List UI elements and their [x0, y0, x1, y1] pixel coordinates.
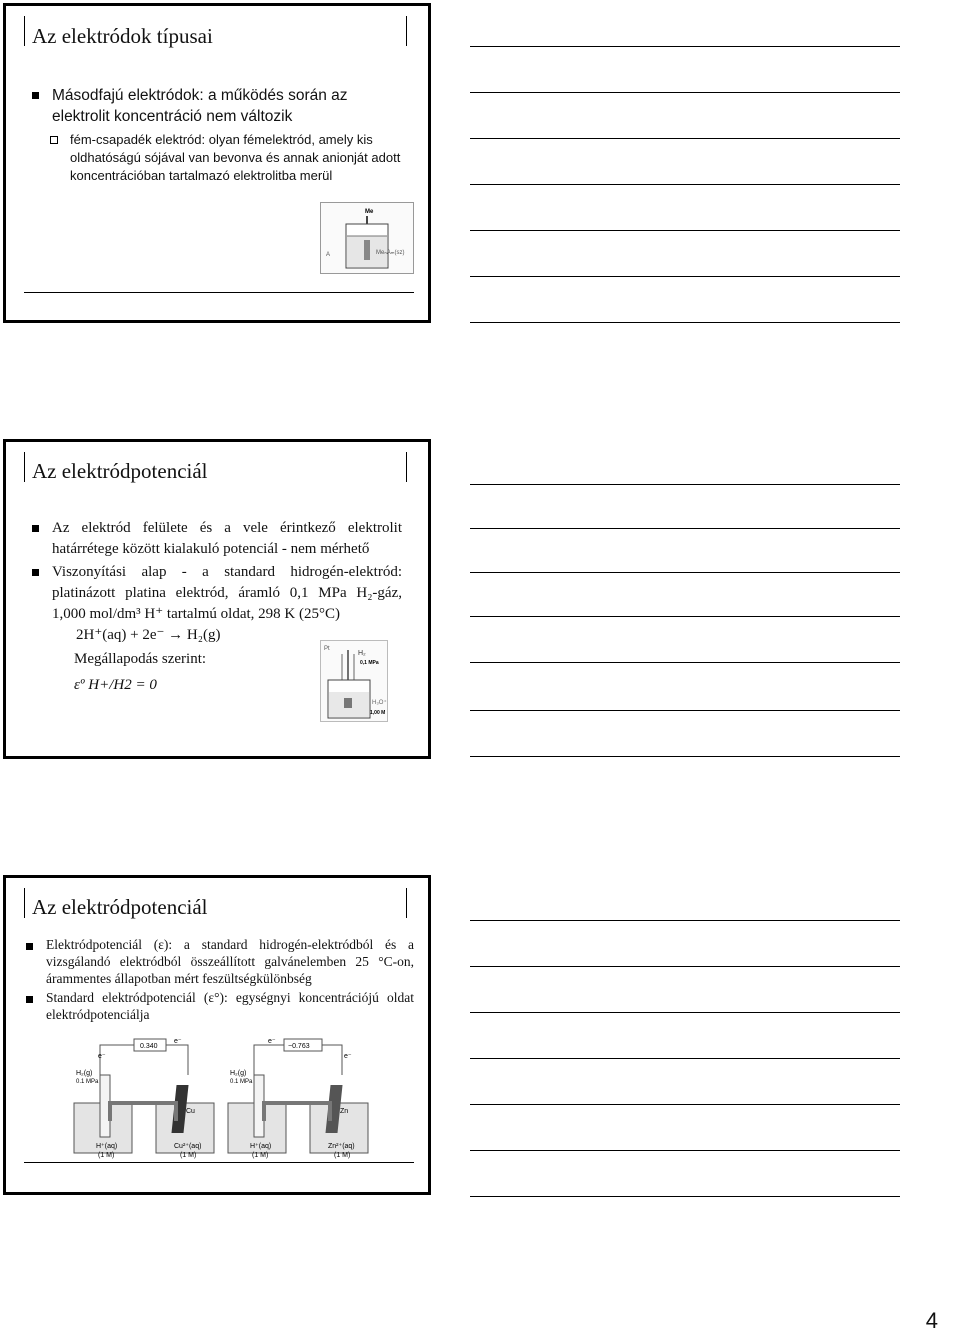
note-line	[470, 616, 900, 617]
note-line	[470, 710, 900, 711]
note-line	[470, 662, 900, 663]
note-line	[470, 46, 900, 47]
bullet-item	[24, 989, 414, 1023]
pressure-label: 0.1 MPa	[230, 1079, 253, 1085]
bullet-list	[30, 85, 390, 127]
h3o-label: H₃O⁺	[372, 700, 387, 706]
note-line	[470, 322, 900, 323]
slide-3	[3, 875, 431, 1195]
right-conc-label: (1 M)	[180, 1152, 197, 1159]
gas-label: H₂(g)	[76, 1070, 93, 1077]
bullet-text: Másodfajú elektródok: a működés során az elektrolit koncentráció nem változik	[52, 87, 348, 125]
note-line	[470, 1196, 900, 1197]
left-solution-label: H⁺(aq)	[96, 1143, 118, 1150]
page-number: 4	[925, 1308, 938, 1333]
bullet-text: Viszonyítási alap - a standard hidrogén-elektród: platinázott platina elektród, áramló 0,1 MPa H₂-gáz, 1,000 mol/dm³ H⁺ tartalmú oldat, 298 K (25°C)	[52, 564, 402, 622]
note-line	[470, 1058, 900, 1059]
note-line	[470, 966, 900, 967]
title-rule	[24, 16, 25, 46]
note-line	[470, 920, 900, 921]
reaction-equation: 2H⁺(aq) + 2e⁻ → H₂(g)	[76, 627, 221, 643]
right-solution-label: Cu²⁺(aq)	[174, 1143, 202, 1150]
note-line	[470, 572, 900, 573]
bullet-text: Elektródpotenciál (ε): a standard hidrogén-elektródból és a vizsgálandó elektródból összeállított galvánelemben 25 °C-on, árammentes állapotban mért feszültségkülönbség	[46, 937, 414, 986]
pressure-label: 0,1 MPa	[360, 660, 379, 666]
hydrogen-electrode-figure	[320, 640, 388, 722]
note-line	[470, 276, 900, 277]
bottom-rule	[24, 1162, 414, 1163]
electron-left-label: e⁻	[98, 1053, 106, 1060]
notes-lines-1	[470, 40, 900, 330]
potential-equation: εº H+/H2 = 0	[74, 677, 157, 693]
bullet-item	[30, 85, 390, 127]
h2-label: H₂	[358, 650, 366, 657]
agreement-text: Megállapodás szerint:	[74, 651, 207, 667]
sub-bullet-text: fém-csapadék elektród: olyan fémelektród, amely kis oldhatóságú sójával van bevonva és annak anionját adott koncentrációban tartalmazó elektrolitba merül	[70, 132, 401, 183]
slide-2	[3, 439, 431, 759]
title-rule	[24, 452, 25, 482]
note-line	[470, 484, 900, 485]
note-line	[470, 230, 900, 231]
bullet-text: Standard elektródpotenciál (ε°): egységnyi koncentrációjú oldat elektródpotenciálja	[46, 990, 414, 1022]
note-line	[470, 528, 900, 529]
pt-label: Pt	[324, 646, 330, 652]
title-rule-h	[406, 16, 407, 46]
left-conc-label: (1 M)	[252, 1152, 269, 1159]
anion-label: A	[326, 252, 331, 258]
notes-lines-3	[470, 916, 900, 1206]
galvanic-cell-cu	[70, 1033, 216, 1163]
bullet-item	[24, 936, 414, 987]
title-rule-h	[406, 452, 407, 482]
slide-title: Az elektródpotenciál	[32, 459, 208, 483]
metal-label: Me	[365, 209, 374, 215]
slide-1	[3, 3, 431, 323]
electron-right-label: e⁻	[344, 1053, 352, 1060]
sub-bullet-list	[48, 131, 418, 185]
metal-label: Cu	[186, 1108, 195, 1115]
galvanic-cell-zn	[224, 1033, 370, 1163]
left-solution-label: H⁺(aq)	[250, 1143, 272, 1150]
gas-label: H₂(g)	[230, 1070, 247, 1077]
metal-label: Zn	[340, 1108, 349, 1115]
salt-label: MeₙAₘ(sz)	[376, 250, 405, 256]
notes-lines-2	[470, 480, 900, 770]
note-line	[470, 184, 900, 185]
note-line	[470, 1150, 900, 1151]
slide-title: Az elektródok típusai	[32, 24, 213, 48]
left-conc-label: (1 M)	[98, 1152, 115, 1159]
electron-right-label: e⁻	[174, 1038, 182, 1045]
title-rule	[24, 888, 25, 918]
title-rule-h	[406, 888, 407, 918]
bottom-rule	[24, 292, 414, 293]
electron-left-label: e⁻	[268, 1038, 276, 1045]
bullet-list	[30, 518, 402, 625]
slide-title: Az elektródpotenciál	[32, 895, 208, 919]
bullet-list	[24, 936, 414, 1023]
right-conc-label: (1 M)	[334, 1152, 351, 1159]
sub-bullet-item	[48, 131, 418, 185]
note-line	[470, 92, 900, 93]
conc-label: 1,00 M	[370, 710, 386, 716]
note-line	[470, 756, 900, 757]
electrode-figure	[320, 202, 414, 274]
voltage-label: 0.340	[140, 1043, 158, 1050]
bullet-item	[30, 518, 402, 560]
pressure-label: 0.1 MPa	[76, 1079, 99, 1085]
note-line	[470, 138, 900, 139]
bullet-item	[30, 562, 402, 625]
right-solution-label: Zn²⁺(aq)	[328, 1143, 355, 1150]
voltage-label: −0.763	[288, 1043, 310, 1050]
note-line	[470, 1012, 900, 1013]
note-line	[470, 1104, 900, 1105]
bullet-text: Az elektród felülete és a vele érintkező elektrolit határrétege között kialakuló potenciál - nem mérhető	[52, 520, 402, 557]
